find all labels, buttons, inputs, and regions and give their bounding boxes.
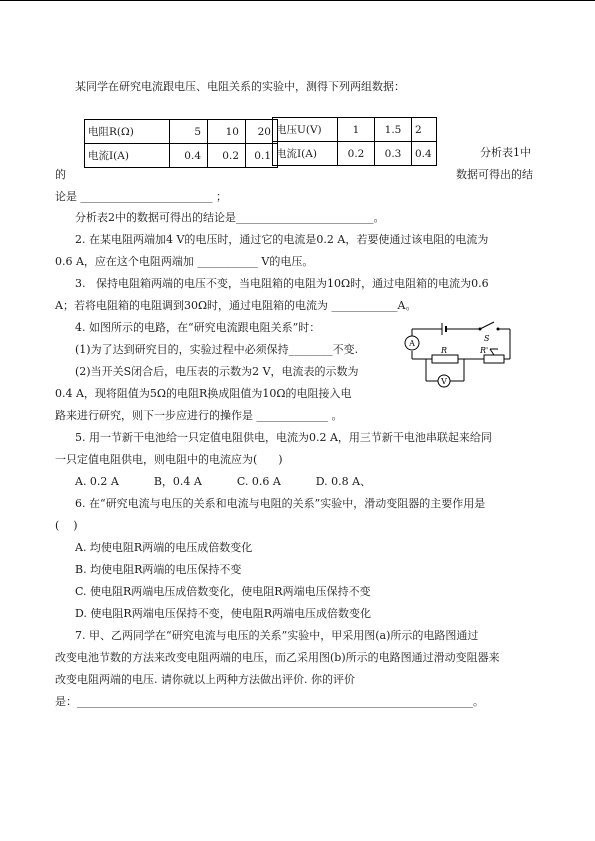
q1-conclusion-2: 分析表2中的数据可得出的结论是_________________________。 bbox=[75, 211, 385, 224]
q6-line-1: 6. 在“研究电流与电压的关系和电流与电阻的关系”实验中，滑动变阻器的主要作用是 bbox=[75, 497, 486, 510]
q6-option-b: B. 均使电阻R两端的电压保持不变 bbox=[75, 563, 242, 576]
table-cell: 1.5 bbox=[375, 118, 412, 142]
table-cell: 0.3 bbox=[375, 142, 412, 166]
switch-blade bbox=[480, 322, 494, 329]
q4-line-2: (1)为了达到研究目的，实验过程中必须保持________不变. bbox=[75, 343, 359, 356]
q6-option-d: D. 使电阻R两端电压保持不变，使电阻R两端电压成倍数变化 bbox=[75, 607, 371, 620]
q7-line-2: 改变电池节数的方法来改变电阻两端的电压，而乙采用图(b)所示的电路图通过滑动变阻器来 bbox=[55, 651, 500, 664]
table-cell: 0.4 bbox=[412, 142, 437, 166]
table-row bbox=[273, 142, 437, 166]
q6-line-2: ( ) bbox=[55, 519, 78, 532]
table-cell: 0.2 bbox=[208, 144, 246, 168]
voltage-current-table bbox=[272, 117, 437, 166]
q6-option-c: C. 使电阻R两端电压成倍数变化，使电阻R两端电压保持不变 bbox=[75, 585, 371, 598]
table-cell: 0.1 bbox=[246, 144, 278, 168]
q1-right-text-2: 数据可得出的结 bbox=[456, 168, 533, 181]
q5-options: A. 0.2 A B，0.4 A C. 0.6 A D. 0.8 A、 bbox=[75, 475, 372, 488]
q7-line-4: 是：________________________________________________________________________。 bbox=[55, 695, 484, 708]
table-cell: 20 bbox=[246, 120, 278, 144]
table-cell: 电流I(A) bbox=[273, 142, 338, 166]
q7-line-1: 7. 甲、乙两同学在“研究电流与电压的关系”实验中，甲采用图(a)所示的电路图通过 bbox=[75, 629, 479, 642]
table-cell: 0.2 bbox=[338, 142, 375, 166]
q1-conclusion-1: 论是 ________________________ ； bbox=[55, 190, 227, 203]
table-row bbox=[85, 144, 278, 168]
page-top-border bbox=[0, 0, 595, 1]
q2-line-1: 2. 在某电阻两端加4 V的电压时，通过它的电流是0.2 A，若要使通过该电阻的电流为 bbox=[75, 233, 489, 246]
table-cell: 电流I(A) bbox=[85, 144, 170, 168]
resistor-label: R bbox=[441, 346, 448, 355]
q1-right-text-1: 分析表1中 bbox=[480, 146, 531, 159]
q6-option-a: A. 均使电阻R两端的电压成倍数变化 bbox=[75, 541, 253, 554]
switch-label: S bbox=[484, 334, 490, 343]
q2-line-2: 0.6 A，应在这个电阻两端加 ___________ V的电压。 bbox=[55, 255, 314, 268]
q1-left-text: 的 bbox=[55, 168, 66, 181]
q4-line-4: 0.4 A，现将阻值为5Ω的电阻R换成阻值为10Ω的电阻接入电 bbox=[55, 387, 352, 400]
table-cell: 1 bbox=[338, 118, 375, 142]
q3-line-2: A；若将电阻箱的电阻调到30Ω时，通过电阻箱的电流为 ____________A。 bbox=[55, 299, 417, 312]
table-cell: 0.4 bbox=[170, 144, 208, 168]
circuit-diagram bbox=[398, 315, 528, 397]
rheostat-label: R' bbox=[480, 346, 489, 355]
rheostat bbox=[484, 355, 504, 363]
q4-line-3: (2)当开关S闭合后，电压表的示数为2 V，电流表的示数为 bbox=[75, 365, 359, 378]
q7-line-3: 改变电阻两端的电压. 请你就以上两种方法做出评价. 你的评价 bbox=[55, 673, 355, 686]
q5-line-2: 一只定值电阻供电，则电阻中的电流应为( ) bbox=[55, 453, 283, 466]
table-cell: 电阻R(Ω) bbox=[85, 120, 170, 144]
ammeter-label: A bbox=[409, 339, 415, 348]
voltmeter-label: V bbox=[441, 377, 447, 386]
table-cell: 电压U(V) bbox=[273, 118, 338, 142]
table-cell: 5 bbox=[170, 120, 208, 144]
table-cell: 10 bbox=[208, 120, 246, 144]
table-row bbox=[85, 120, 278, 144]
table-row bbox=[273, 118, 437, 142]
intro-text: 某同学在研究电流跟电压、电阻关系的实验中，测得下列两组数据： bbox=[75, 80, 405, 93]
q4-line-1: 4. 如图所示的电路，在“研究电流跟电阻关系”时： bbox=[75, 321, 321, 334]
q4-line-5: 路来进行研究，则下一步应进行的操作是 _____________ 。 bbox=[55, 409, 343, 422]
q5-line-1: 5. 用一节新干电池给一只定值电阻供电，电流为0.2 A，用三节新干电池串联起来给同 bbox=[75, 431, 492, 444]
resistor bbox=[432, 355, 458, 363]
table-cell: 2 bbox=[412, 118, 437, 142]
q3-line-1: 3. 保持电阻箱两端的电压不变，当电阻箱的电阻为10Ω时，通过电阻箱的电流为0.6 bbox=[75, 277, 489, 290]
resistance-current-table bbox=[84, 119, 278, 168]
